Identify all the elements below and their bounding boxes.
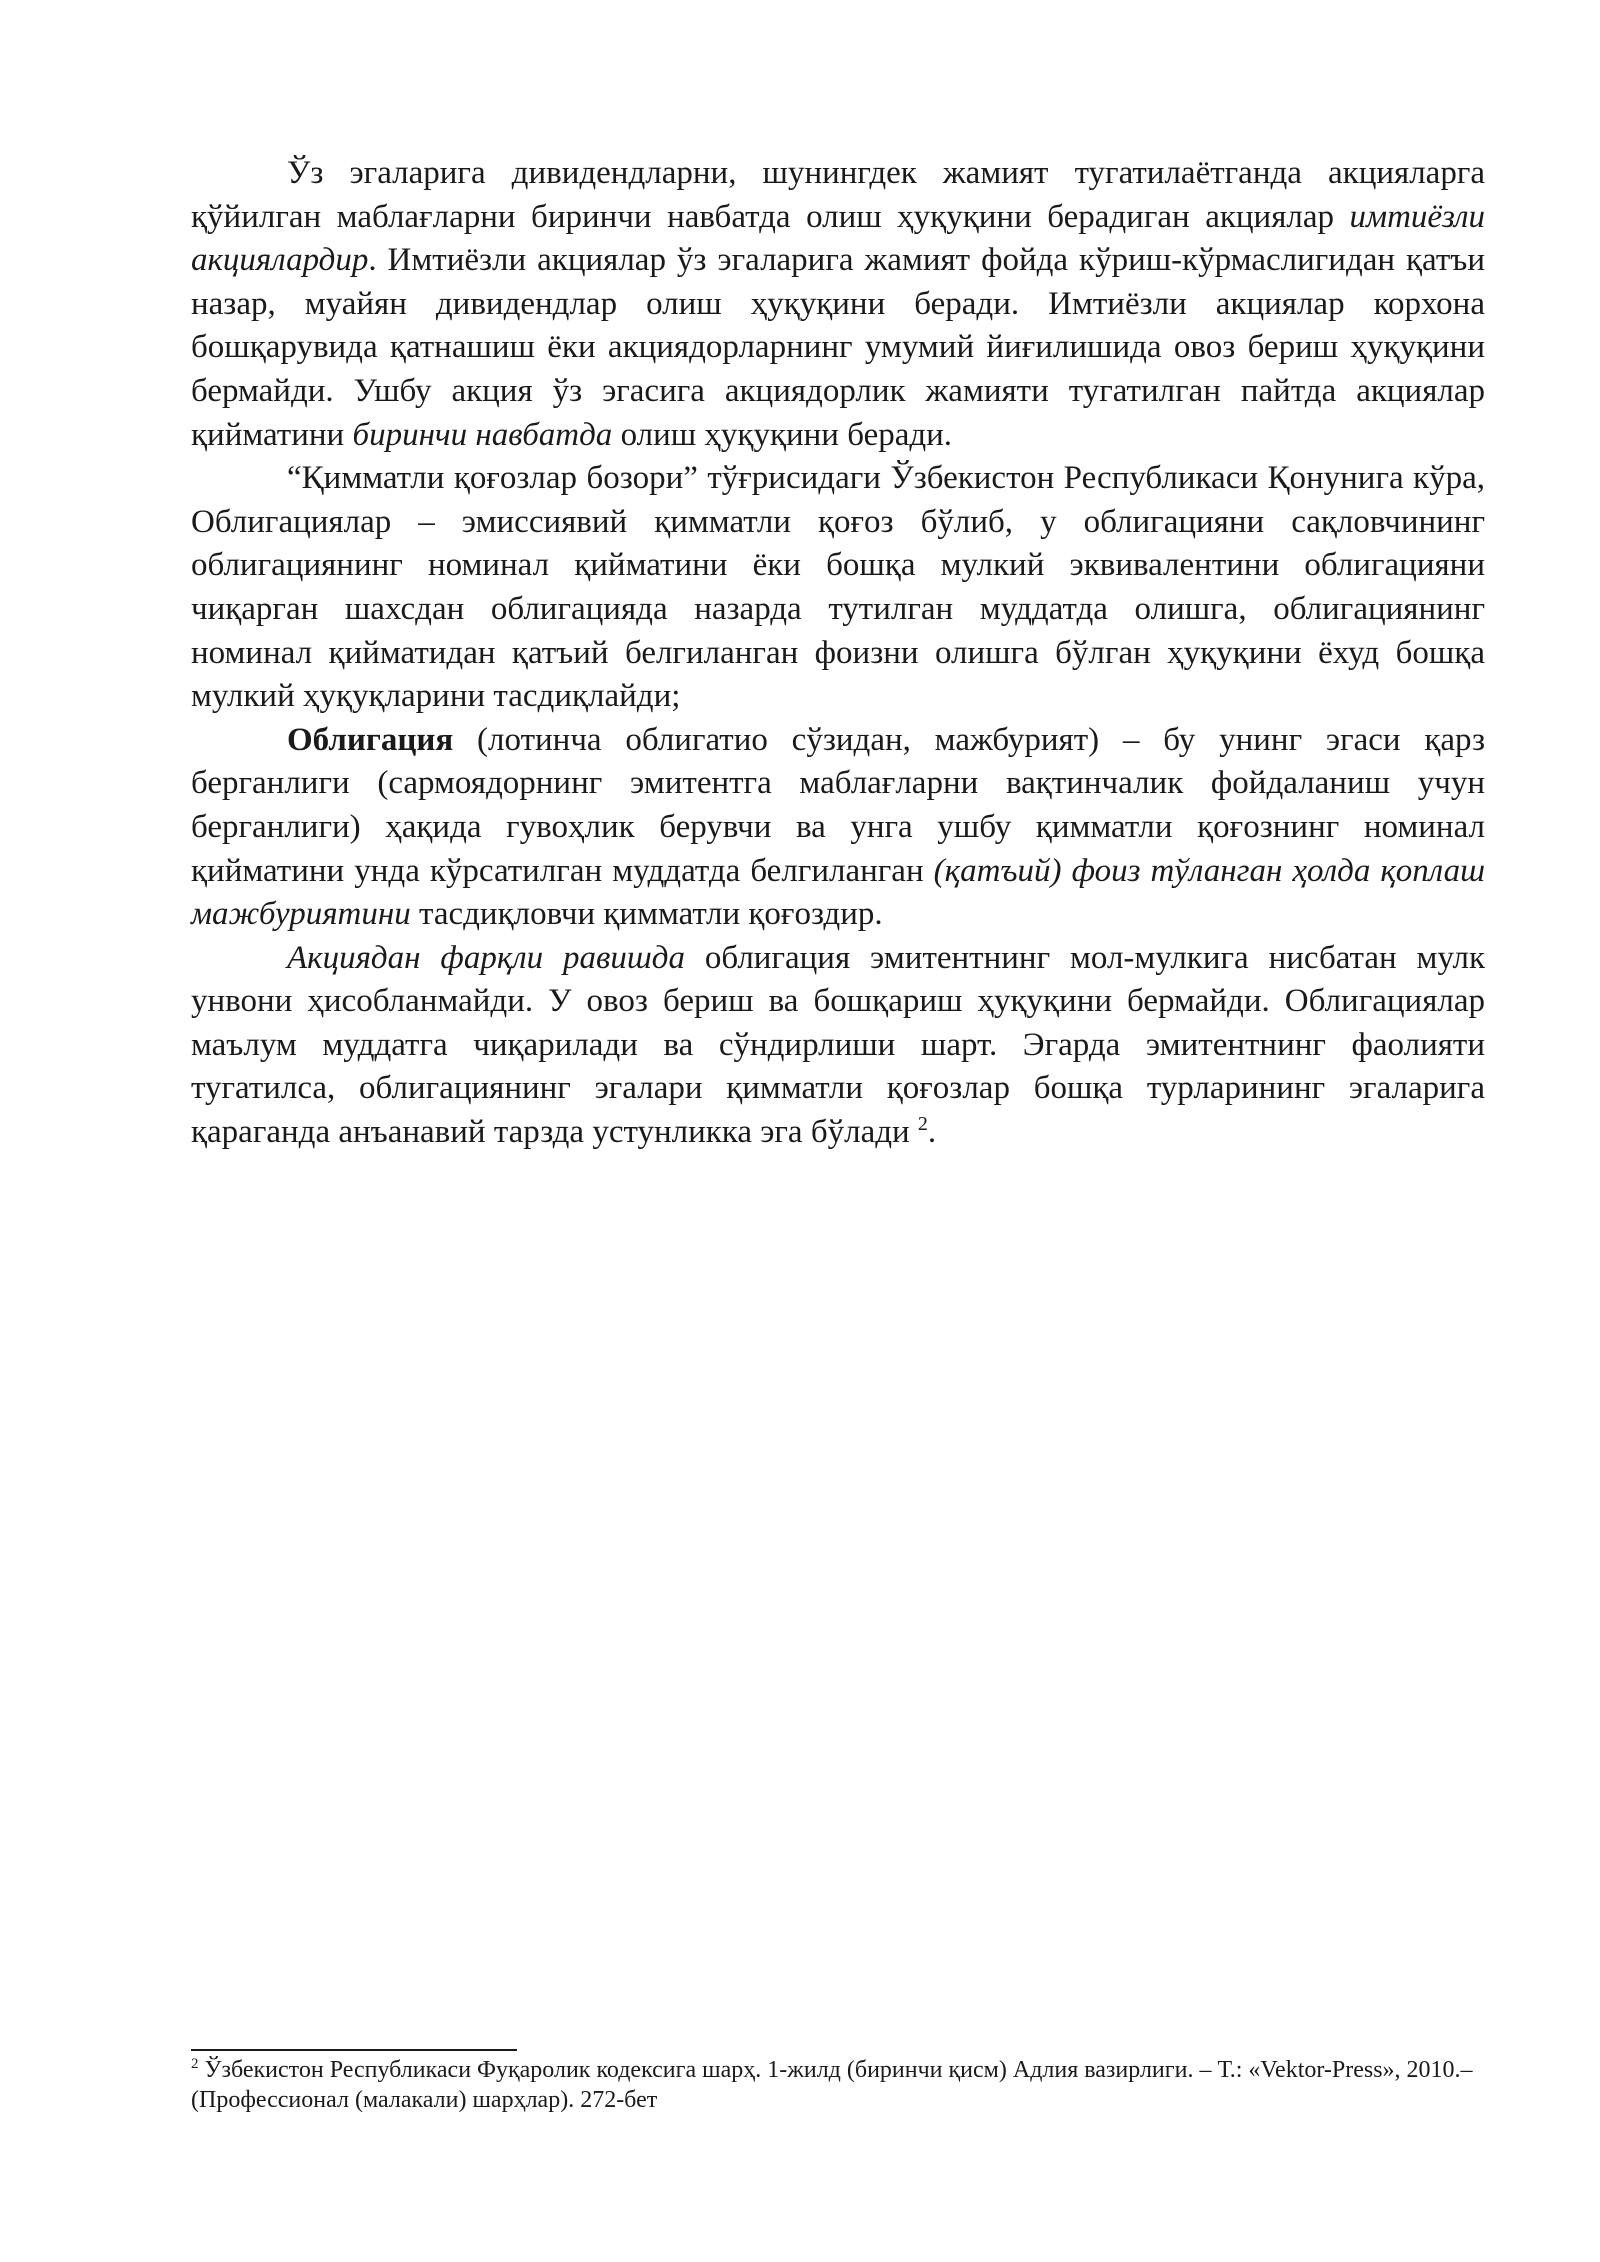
italic-term-unlike-shares: Акциядан фарқли равишда (287, 939, 685, 976)
footnote-separator (191, 2049, 517, 2051)
document-body (191, 152, 1485, 1155)
text-run: (лотинча облигатио сўзидан, мажбурият) – бу унинг эгаси қарз берганлиги (сармоядорнинг эмитентга маблағларни вақтинчалик фойдаланиш учун берганлиги) ҳақида гувоҳлик берувчи ва унга ушбу қимматли қоғознинг номинал қийматини унда кўрсатилган муддатда белгиланган (191, 721, 1485, 889)
footnote-number: 2 (191, 2056, 199, 2072)
paragraph-bond-definition (191, 719, 1485, 937)
paragraph-bond-vs-share (191, 937, 1485, 1155)
text-run: “Қимматли қоғозлар бозори” тўғрисидаги Ўзбекистон Республикаси Қонунига кўра, Облигациялар – эмиссиявий қимматли қоғоз бўлиб, у облигацияни сақловчининг облигациянинг номинал қийматини ёки бошқа мулкий эквивалентини облигацияни чиқарган шахсдан облигацияда назарда тутилган муддатда олишга, облигациянинг номинал қийматидан қатъий белгиланган фоизни олишга бўлган ҳуқуқини ёхуд бошқа мулкий ҳуқуқларини тасдиқлайди; (191, 460, 1485, 715)
text-run: тасдиқловчи қимматли қоғоздир. (410, 896, 883, 933)
bold-term-bond: Облигация (287, 721, 454, 758)
text-run: Ўз эгаларига дивидендларни, шунингдек жамият тугатилаётганда акцияларга қўйилган маблағларни биринчи навбатда олиш ҳуқуқини берадиган акциялар (191, 155, 1485, 235)
paragraph-preferred-shares (191, 152, 1485, 457)
italic-term-preferred-shares: имтиёзли акциялардир (191, 198, 1485, 279)
paragraph-securities-law (191, 457, 1485, 719)
footnote-reference[interactable]: 2 (917, 1113, 928, 1136)
text-run: облигация эмитентнинг мол-мулкига нисбатан мулк унвони ҳисобланмайди. У овоз бериш ва бошқариш ҳуқуқини бермайди. Облигациялар маълум муддатга чиқарилади ва сўндирлиши шарт. Эгарда эмитентнинг фаолияти тугатилса, облигациянинг эгалари қимматли қоғозлар бошқа турларининг эгаларига қараганда анъанавий тарзда устунликка эга бўлади (191, 939, 1485, 1151)
footnote-text: Ўзбекистон Республикаси Фуқаролик кодексига шарҳ. 1-жилд (биринчи қисм) Адлия вазирлиги. – Т.: «Vektor-Press», 2010.–(Профессионал (малакали) шарҳлар). 272-бет (191, 2057, 1473, 2113)
italic-term-first-priority: биринчи навбатда (352, 416, 613, 453)
text-run: . Имтиёзли акциялар ўз эгаларига жамият фойда кўриш-кўрмаслигидан қатъи назар, муайян дивидендлар олиш ҳуқуқини беради. Имтиёзли акциялар корхона бошқарувида қатнашиш ёки акциядорларнинг умумий йиғилишида овоз бериш ҳуқуқини бермайди. Ушбу акция ўз эгасига акциядорлик жамияти тугатилган пайтда акциялар қийматини (191, 242, 1485, 453)
text-run: . (927, 1114, 937, 1151)
footnote (191, 2055, 1485, 2115)
italic-term-interest-obligation: (қатъий) фоиз тўланган ҳолда қоплаш мажбуриятини (191, 852, 1485, 933)
text-run: олиш ҳуқуқини беради. (612, 416, 953, 453)
